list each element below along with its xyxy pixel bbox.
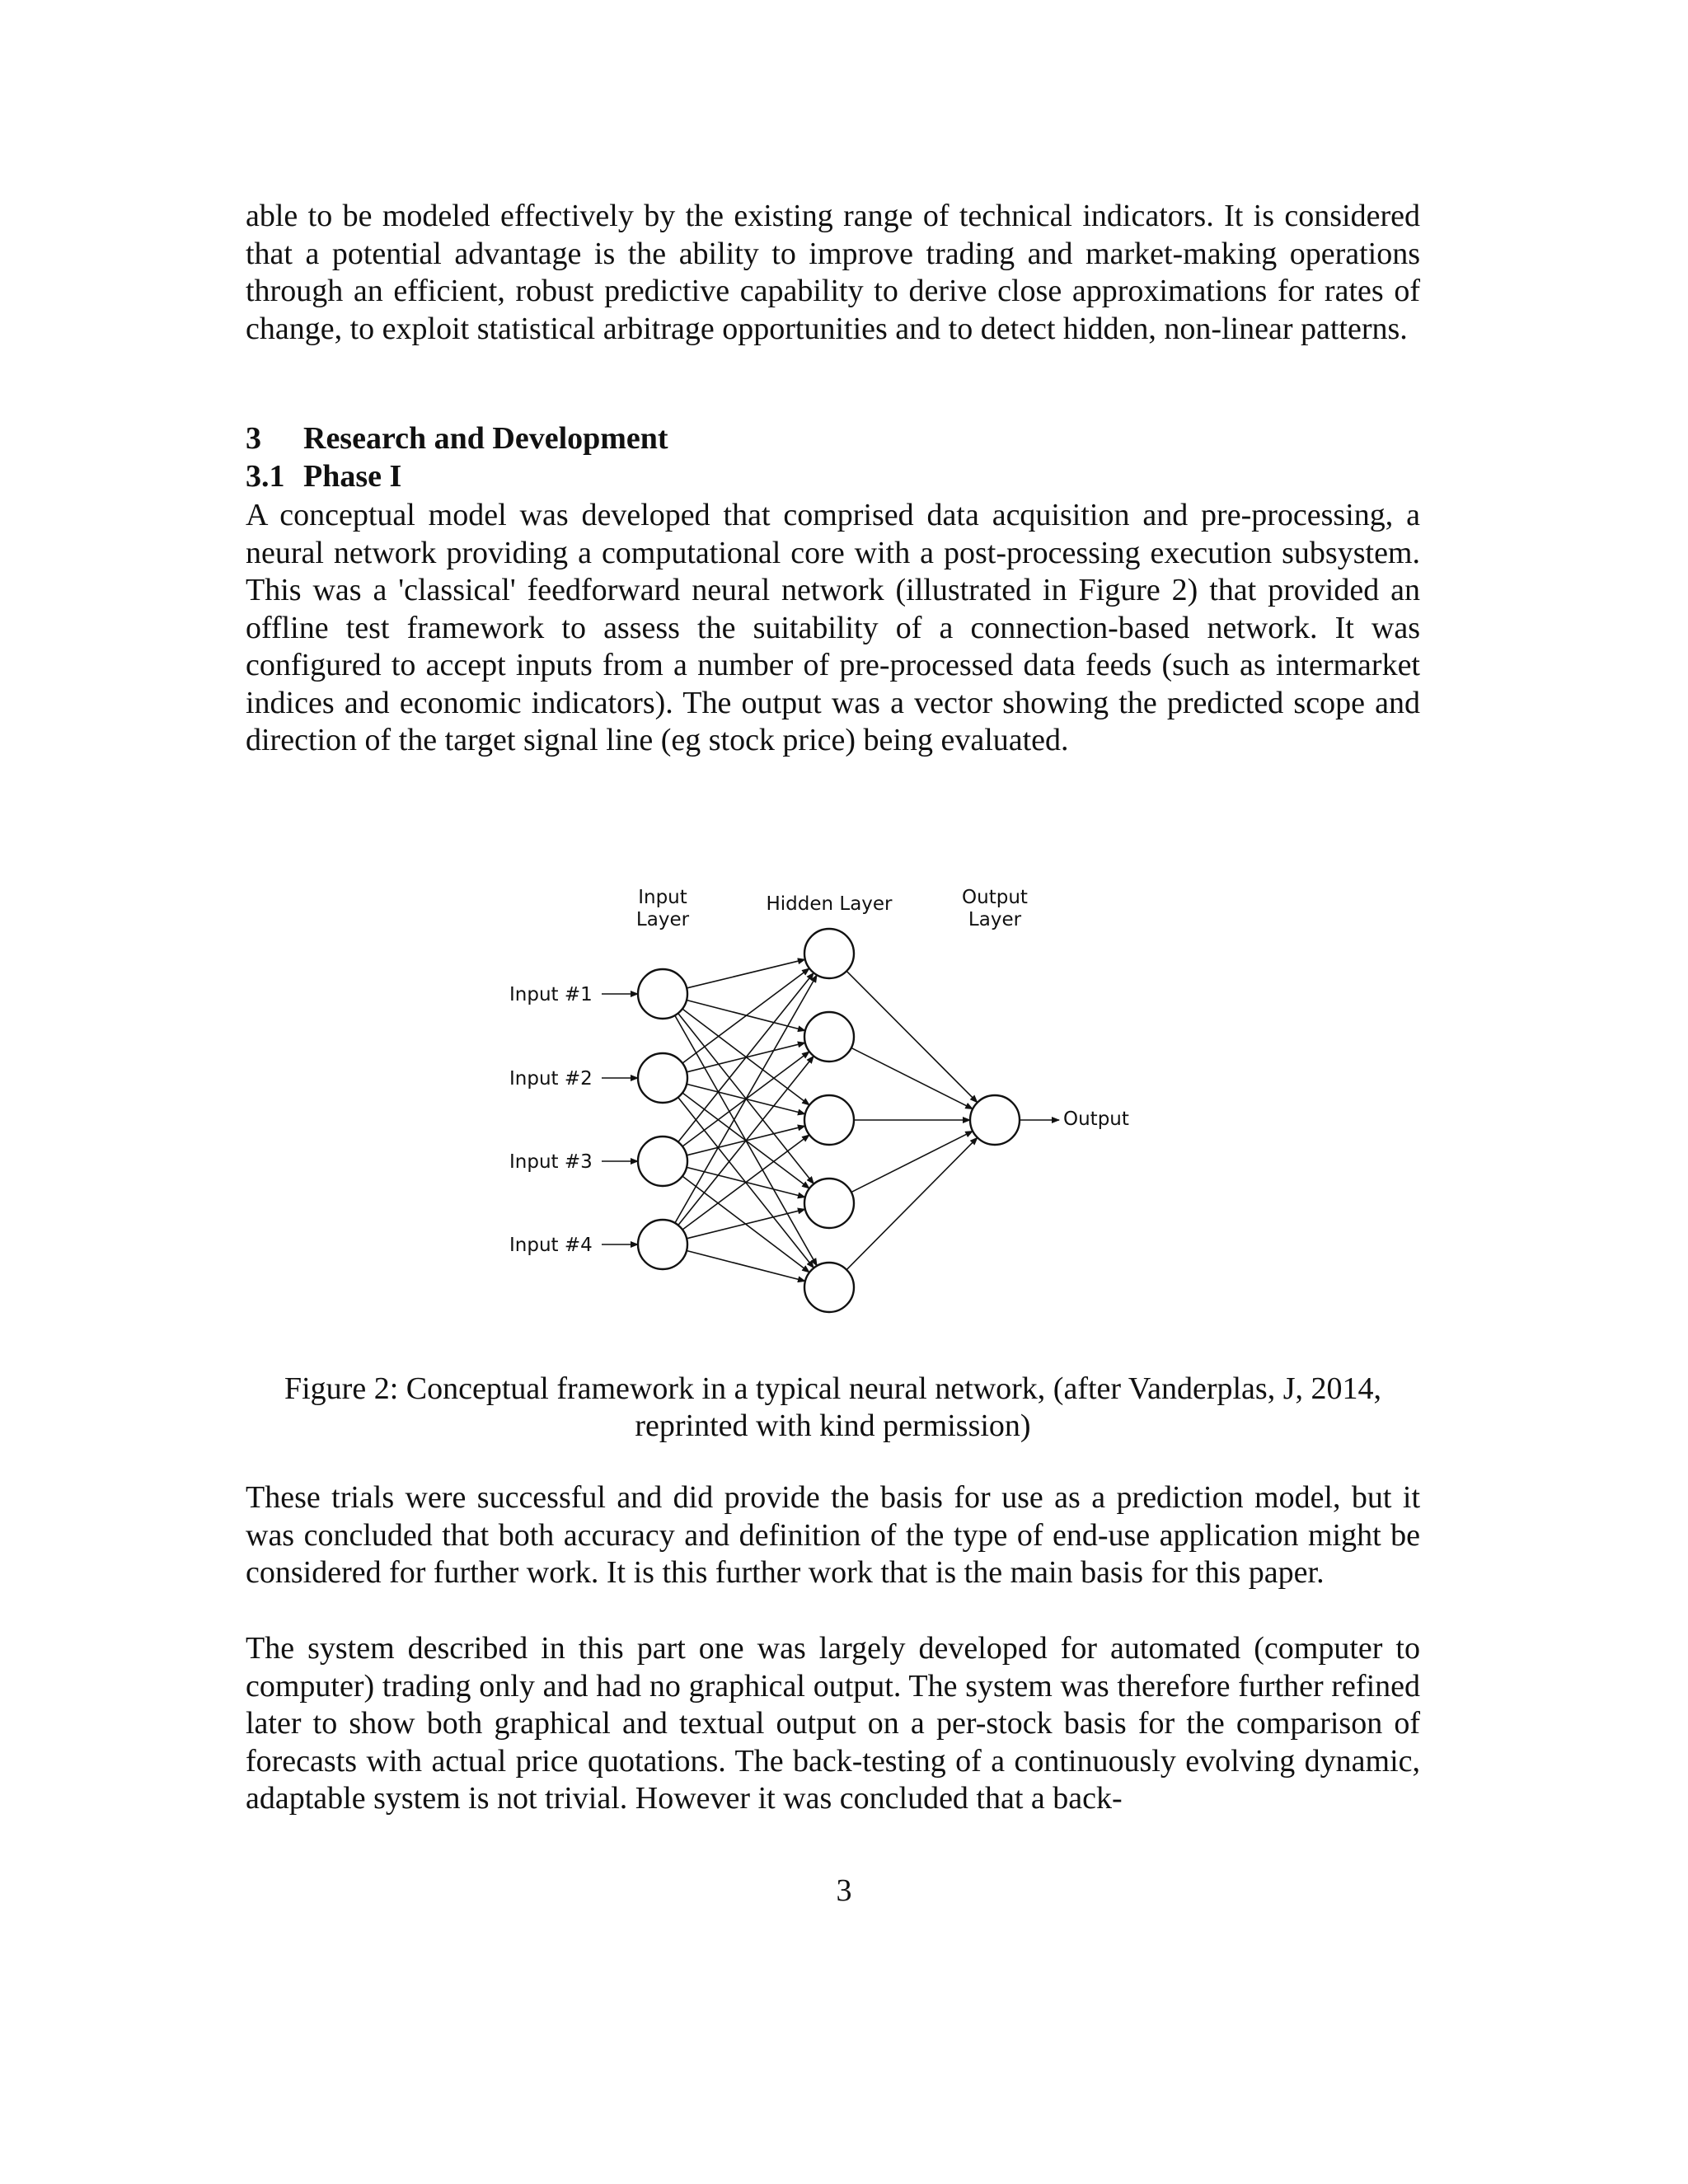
subsection-heading	[246, 458, 401, 495]
input-layer-label-2: Layer	[635, 909, 690, 930]
output-layer-label-1: Output	[962, 887, 1028, 908]
figure-caption	[246, 1371, 1420, 1445]
edge-in4-h3	[682, 1135, 809, 1230]
edge-in1-h1	[687, 959, 805, 988]
subsection-number: 3.1	[246, 459, 285, 494]
hidden-neuron-2	[804, 1012, 854, 1062]
input-label-3: Input #3	[509, 1151, 593, 1173]
input-neuron-1	[638, 969, 687, 1019]
caption-line-1: Figure 2: Conceptual framework in a typical neural network, (after Vanderplas, J, 2014,	[284, 1371, 1381, 1406]
output-layer-label-2: Layer	[968, 909, 1022, 930]
paragraph-system: The system described in this part one was largely developed for automated (computer to computer) trading only and had no graphical output. The system was therefore further refined later to show both graphical and textual output on a per-stock basis for the comparison of forecasts with actual price quotations. The back-testing of a continuously evolving dynamic, adaptable system is not trivial. However it was concluded that a back-	[246, 1631, 1420, 1816]
input-neuron-3	[638, 1137, 687, 1186]
hidden-neuron-5	[804, 1263, 854, 1312]
hidden-layer-label: Hidden Layer	[766, 893, 893, 915]
subsection-title: Phase I	[303, 459, 402, 494]
neural-network-figure	[478, 874, 1170, 1335]
edge-h5-out	[846, 1137, 978, 1269]
input-label-1: Input #1	[509, 984, 593, 1005]
page-number: 3	[836, 1873, 852, 1908]
edge-in4-h1	[675, 975, 817, 1223]
input-neuron-2	[638, 1053, 687, 1103]
output-label: Output	[1063, 1108, 1129, 1130]
caption-line-2: reprinted with kind permission)	[635, 1408, 1031, 1443]
edge-h2-out	[851, 1047, 973, 1108]
edge-h1-out	[846, 971, 978, 1102]
output-neuron	[970, 1095, 1020, 1145]
hidden-neuron-3	[804, 1095, 854, 1145]
edge-in4-h2	[678, 1056, 814, 1225]
section-heading	[246, 420, 668, 457]
input-label-4: Input #4	[509, 1235, 593, 1256]
paragraph-trials: These trials were successful and did provide the basis for use as a prediction model, but it was concluded that both accuracy and definition of the type of end-use application might be considered for further work. It is this further work that is the main basis for this paper.	[246, 1480, 1420, 1590]
input-layer-label-1: Input	[638, 887, 687, 908]
input-label-2: Input #2	[509, 1068, 593, 1090]
input-neuron-4	[638, 1220, 687, 1269]
edge-in2-h1	[682, 968, 809, 1063]
section-title: Research and Development	[303, 421, 668, 456]
paragraph-intro: able to be modeled effectively by the existing range of technical indicators. It is considered that a potential advantage is the ability to improve trading and market-making operations through an efficient, robust predictive capability to derive close approximations for rates of change, to exploit statistical arbitrage opportunities and to detect hidden, non-linear patterns.	[246, 199, 1420, 346]
section-number: 3	[246, 421, 261, 456]
hidden-neuron-4	[804, 1179, 854, 1228]
hidden-neuron-1	[804, 929, 854, 978]
paragraph-phase1: A conceptual model was developed that comprised data acquisition and pre-processing, a neural network providing a computational core with a post-processing execution subsystem. This was a 'classical' feedforward neural network (illustrated in Figure 2) that provided an offline test framework to assess the suitability of a connection-based network. It was configured to accept inputs from a number of pre-processed data feeds (such as intermarket indices and economic indicators). The output was a vector showing the predicted scope and direction of the target signal line (eg stock price) being evaluated.	[246, 498, 1420, 757]
